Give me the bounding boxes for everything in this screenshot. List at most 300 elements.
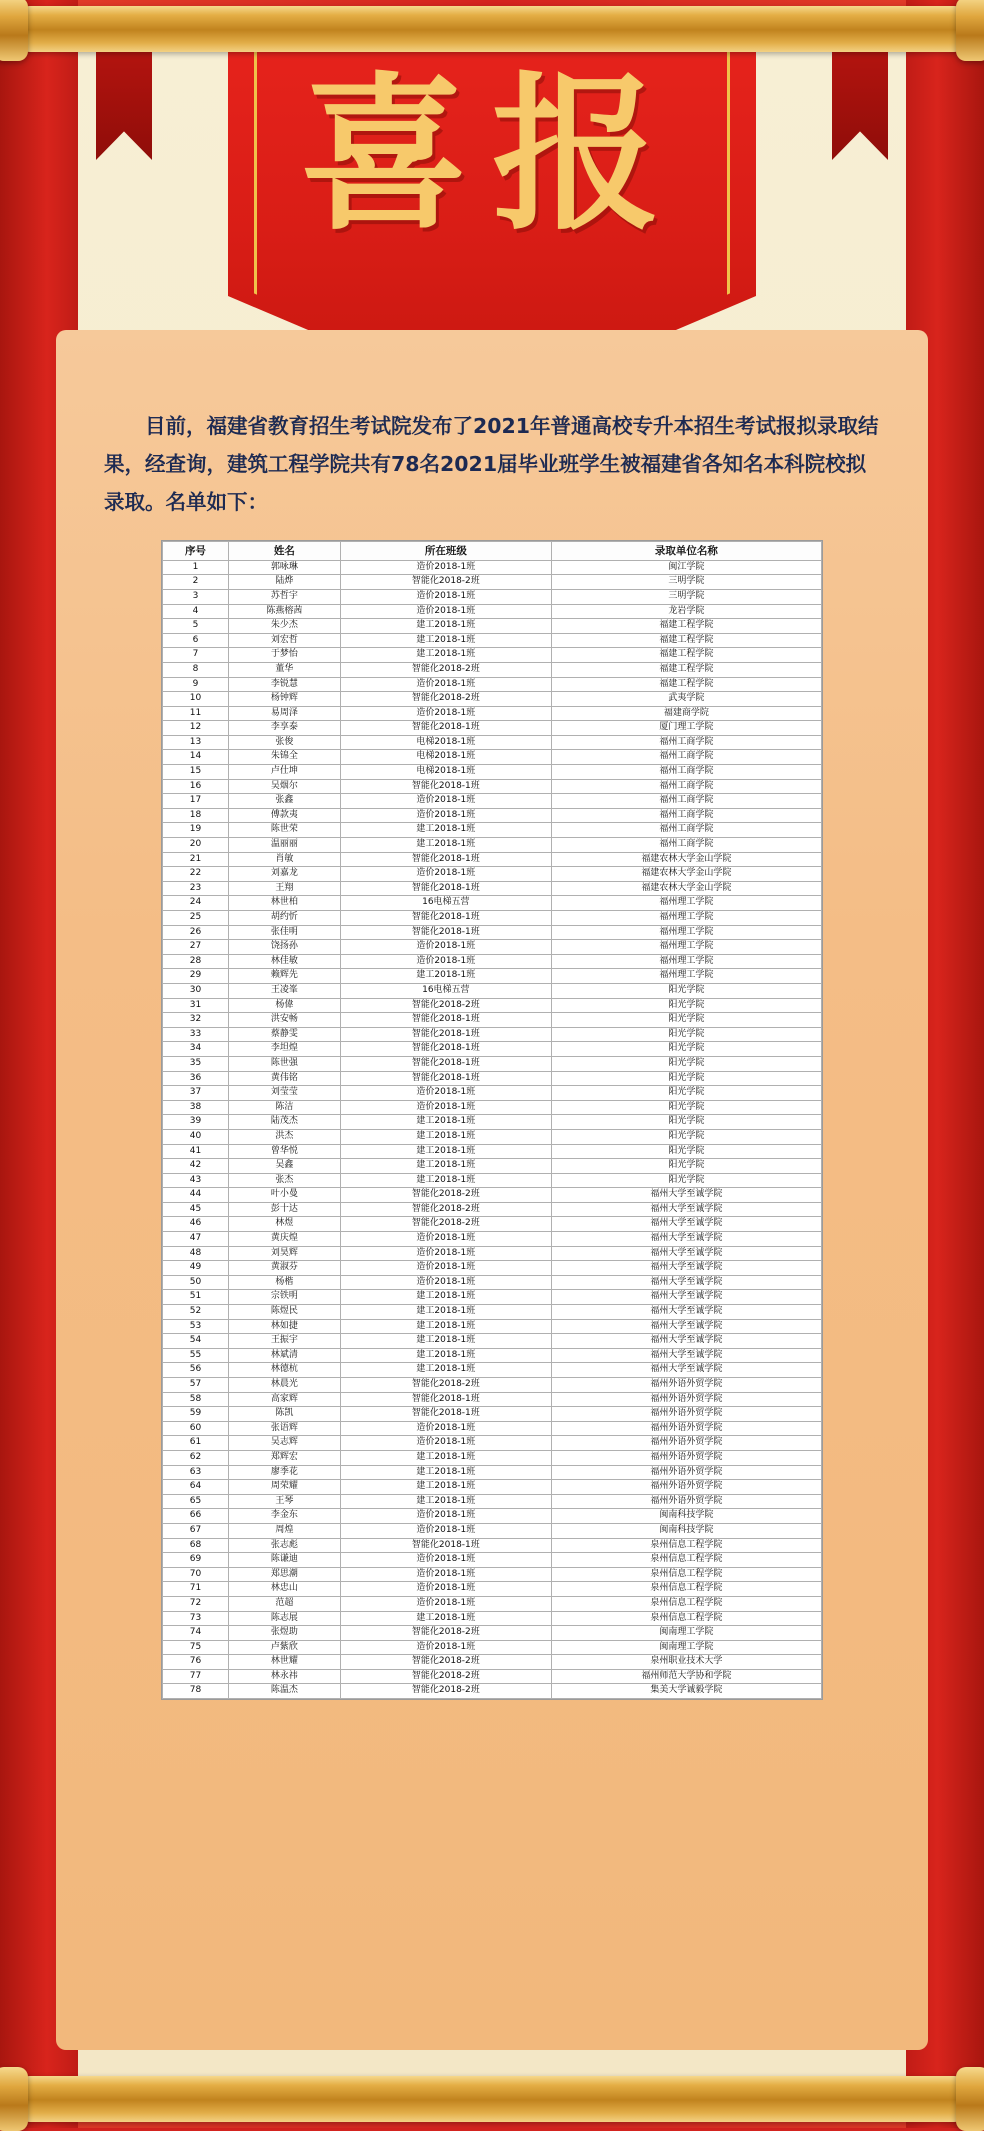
cell-class: 智能化2018-2班 [340, 692, 551, 707]
cell-class: 智能化2018-1班 [340, 779, 551, 794]
cell-university: 泉州信息工程学院 [551, 1553, 821, 1568]
table-row [163, 1144, 822, 1159]
cell-name: 陈洁 [228, 1100, 340, 1115]
cell-index: 50 [163, 1275, 229, 1290]
cell-class: 造价2018-1班 [340, 560, 551, 575]
page-title: 喜报 [300, 55, 684, 253]
cell-index: 76 [163, 1655, 229, 1670]
cell-class: 造价2018-1班 [340, 867, 551, 882]
cell-university: 闽江学院 [551, 560, 821, 575]
cell-name: 宗铁明 [228, 1290, 340, 1305]
cell-index: 73 [163, 1611, 229, 1626]
cell-name: 陈志展 [228, 1611, 340, 1626]
cell-index: 9 [163, 677, 229, 692]
table-row [163, 1523, 822, 1538]
cell-university: 三明学院 [551, 575, 821, 590]
cell-university: 闽南理工学院 [551, 1640, 821, 1655]
cell-index: 49 [163, 1261, 229, 1276]
cell-index: 1 [163, 560, 229, 575]
cell-index: 40 [163, 1129, 229, 1144]
cell-name: 张佳明 [228, 925, 340, 940]
cell-name: 张志彪 [228, 1538, 340, 1553]
cell-university: 福州大学至诚学院 [551, 1188, 821, 1203]
cell-name: 黄伟铭 [228, 1071, 340, 1086]
cell-index: 33 [163, 1027, 229, 1042]
cell-index: 66 [163, 1509, 229, 1524]
cell-index: 45 [163, 1202, 229, 1217]
cell-index: 7 [163, 648, 229, 663]
cell-index: 70 [163, 1567, 229, 1582]
cell-index: 14 [163, 750, 229, 765]
cell-index: 12 [163, 721, 229, 736]
cell-class: 智能化2018-1班 [340, 1056, 551, 1071]
cell-index: 78 [163, 1684, 229, 1699]
cell-name: 黄淑芬 [228, 1261, 340, 1276]
cell-class: 建工2018-1班 [340, 648, 551, 663]
cell-class: 电梯2018-1班 [340, 735, 551, 750]
cell-name: 刘嘉龙 [228, 867, 340, 882]
cell-name: 李享泰 [228, 721, 340, 736]
cell-class: 造价2018-1班 [340, 1421, 551, 1436]
cell-university: 福州师范大学协和学院 [551, 1669, 821, 1684]
cell-index: 4 [163, 604, 229, 619]
table-row [163, 1071, 822, 1086]
cell-university: 福州大学至诚学院 [551, 1275, 821, 1290]
cell-index: 38 [163, 1100, 229, 1115]
table-row [163, 1407, 822, 1422]
table-row [163, 1582, 822, 1597]
cell-name: 吴烟尔 [228, 779, 340, 794]
cell-university: 福州大学至诚学院 [551, 1217, 821, 1232]
cell-university: 武夷学院 [551, 692, 821, 707]
cell-index: 53 [163, 1319, 229, 1334]
cell-index: 62 [163, 1450, 229, 1465]
admission-table [162, 541, 822, 1699]
cell-university: 福州外语外贸学院 [551, 1421, 821, 1436]
cell-index: 52 [163, 1305, 229, 1320]
cell-class: 16电梯五营 [340, 896, 551, 911]
cell-university: 阳光学院 [551, 1159, 821, 1174]
table-row [163, 1013, 822, 1028]
cell-name: 林斌清 [228, 1348, 340, 1363]
cell-class: 建工2018-1班 [340, 969, 551, 984]
table-row [163, 1217, 822, 1232]
cell-university: 福建商学院 [551, 706, 821, 721]
cell-name: 廖季花 [228, 1465, 340, 1480]
table-row [163, 1465, 822, 1480]
cell-class: 智能化2018-1班 [340, 1392, 551, 1407]
cell-name: 蔡静雯 [228, 1027, 340, 1042]
cell-index: 39 [163, 1115, 229, 1130]
cell-name: 陆烨 [228, 575, 340, 590]
cell-name: 张鑫 [228, 794, 340, 809]
cell-index: 3 [163, 589, 229, 604]
cell-class: 建工2018-1班 [340, 1173, 551, 1188]
cell-class: 智能化2018-2班 [340, 1655, 551, 1670]
cell-university: 福建农林大学金山学院 [551, 881, 821, 896]
cell-university: 福州大学至诚学院 [551, 1334, 821, 1349]
cell-name: 吴鑫 [228, 1159, 340, 1174]
cell-university: 福州工商学院 [551, 794, 821, 809]
cell-name: 杨钟辉 [228, 692, 340, 707]
intro-paragraph: 目前，福建省教育招生考试院发布了2021年普通高校专升本招生考试报拟录取结果，经查询，建筑工程学院共有78名2021届毕业班学生被福建省各知名本科院校拟录取。名单如下： [104, 414, 879, 514]
table-row [163, 1538, 822, 1553]
cell-university: 福州大学至诚学院 [551, 1363, 821, 1378]
table-row [163, 677, 822, 692]
table-header-row [163, 541, 822, 560]
table-row [163, 1392, 822, 1407]
cell-index: 35 [163, 1056, 229, 1071]
table-row [163, 852, 822, 867]
cell-class: 造价2018-1班 [340, 1567, 551, 1582]
cell-name: 卢仕坤 [228, 765, 340, 780]
cell-index: 5 [163, 619, 229, 634]
cell-index: 74 [163, 1626, 229, 1641]
cell-class: 建工2018-1班 [340, 633, 551, 648]
cell-class: 智能化2018-1班 [340, 852, 551, 867]
roller-cap-bottom-left [0, 2067, 28, 2131]
cell-name: 林煜 [228, 1217, 340, 1232]
cell-name: 林德杭 [228, 1363, 340, 1378]
table-row [163, 1129, 822, 1144]
cell-university: 福州外语外贸学院 [551, 1465, 821, 1480]
cell-name: 卢紫欣 [228, 1640, 340, 1655]
cell-university: 福建工程学院 [551, 648, 821, 663]
cell-index: 11 [163, 706, 229, 721]
cell-class: 造价2018-1班 [340, 1232, 551, 1247]
cell-class: 造价2018-1班 [340, 808, 551, 823]
cell-university: 阳光学院 [551, 1027, 821, 1042]
cell-university: 福州工商学院 [551, 765, 821, 780]
cell-university: 福州外语外贸学院 [551, 1494, 821, 1509]
table-row [163, 881, 822, 896]
cell-university: 泉州信息工程学院 [551, 1611, 821, 1626]
cell-university: 福建工程学院 [551, 662, 821, 677]
cell-class: 智能化2018-1班 [340, 1407, 551, 1422]
cell-index: 28 [163, 954, 229, 969]
cell-class: 建工2018-1班 [340, 1363, 551, 1378]
table-row [163, 648, 822, 663]
cell-name: 陈世荣 [228, 823, 340, 838]
cell-name: 陈凯 [228, 1407, 340, 1422]
cell-university: 福州大学至诚学院 [551, 1305, 821, 1320]
table-row [163, 1305, 822, 1320]
table-row [163, 706, 822, 721]
table-row [163, 575, 822, 590]
cell-index: 77 [163, 1669, 229, 1684]
column-header-class: 所在班级 [340, 541, 551, 560]
cell-class: 电梯2018-1班 [340, 750, 551, 765]
table-row [163, 1480, 822, 1495]
cell-class: 建工2018-1班 [340, 1159, 551, 1174]
cell-class: 智能化2018-2班 [340, 575, 551, 590]
cell-university: 泉州信息工程学院 [551, 1538, 821, 1553]
cell-class: 造价2018-1班 [340, 1553, 551, 1568]
cell-university: 福建工程学院 [551, 633, 821, 648]
cell-class: 建工2018-1班 [340, 1450, 551, 1465]
cell-name: 杨偉 [228, 998, 340, 1013]
table-row [163, 1567, 822, 1582]
table-row [163, 1334, 822, 1349]
cell-index: 25 [163, 911, 229, 926]
cell-index: 46 [163, 1217, 229, 1232]
table-row [163, 1232, 822, 1247]
cell-name: 林忠山 [228, 1582, 340, 1597]
table-row [163, 560, 822, 575]
cell-index: 60 [163, 1421, 229, 1436]
cell-university: 福州理工学院 [551, 940, 821, 955]
cell-name: 张杰 [228, 1173, 340, 1188]
table-row [163, 1450, 822, 1465]
cell-class: 造价2018-1班 [340, 1436, 551, 1451]
cell-class: 建工2018-1班 [340, 619, 551, 634]
cell-index: 51 [163, 1290, 229, 1305]
cell-name: 林佳敏 [228, 954, 340, 969]
cell-name: 胡约忻 [228, 911, 340, 926]
cell-name: 陈世强 [228, 1056, 340, 1071]
cell-class: 建工2018-1班 [340, 1480, 551, 1495]
cell-index: 59 [163, 1407, 229, 1422]
cell-university: 阳光学院 [551, 1042, 821, 1057]
cell-class: 造价2018-1班 [340, 1509, 551, 1524]
table-row [163, 954, 822, 969]
table-row [163, 1290, 822, 1305]
cell-index: 72 [163, 1596, 229, 1611]
cell-name: 林如捷 [228, 1319, 340, 1334]
table-row [163, 1421, 822, 1436]
table-row [163, 1494, 822, 1509]
cell-class: 造价2018-1班 [340, 1523, 551, 1538]
cell-class: 建工2018-1班 [340, 1611, 551, 1626]
table-row [163, 721, 822, 736]
table-row [163, 1436, 822, 1451]
cell-class: 造价2018-1班 [340, 1100, 551, 1115]
cell-index: 32 [163, 1013, 229, 1028]
cell-name: 王凌峯 [228, 983, 340, 998]
cell-index: 10 [163, 692, 229, 707]
cell-university: 福州理工学院 [551, 954, 821, 969]
cell-class: 16电梯五营 [340, 983, 551, 998]
cell-name: 刘昊辉 [228, 1246, 340, 1261]
cell-class: 智能化2018-1班 [340, 925, 551, 940]
table-row [163, 1173, 822, 1188]
cell-university: 福州大学至诚学院 [551, 1232, 821, 1247]
table-row [163, 925, 822, 940]
cell-name: 朱锦全 [228, 750, 340, 765]
cell-class: 建工2018-1班 [340, 1144, 551, 1159]
table-row [163, 867, 822, 882]
cell-name: 肖敏 [228, 852, 340, 867]
cell-name: 周荣耀 [228, 1480, 340, 1495]
table-row [163, 692, 822, 707]
cell-class: 智能化2018-1班 [340, 1027, 551, 1042]
cell-index: 36 [163, 1071, 229, 1086]
table-row [163, 633, 822, 648]
cell-index: 17 [163, 794, 229, 809]
cell-university: 福州大学至诚学院 [551, 1319, 821, 1334]
cell-university: 泉州职业技术大学 [551, 1655, 821, 1670]
admission-table-body [163, 560, 822, 1698]
cell-index: 65 [163, 1494, 229, 1509]
table-row [163, 1626, 822, 1641]
cell-index: 75 [163, 1640, 229, 1655]
cell-name: 陈温杰 [228, 1684, 340, 1699]
table-row [163, 823, 822, 838]
cell-class: 智能化2018-2班 [340, 998, 551, 1013]
table-row [163, 1655, 822, 1670]
cell-class: 建工2018-1班 [340, 1348, 551, 1363]
cell-index: 55 [163, 1348, 229, 1363]
cell-index: 57 [163, 1378, 229, 1393]
cell-class: 智能化2018-1班 [340, 1538, 551, 1553]
cell-university: 福州大学至诚学院 [551, 1202, 821, 1217]
cell-name: 张语辉 [228, 1421, 340, 1436]
table-row [163, 735, 822, 750]
cell-university: 福州大学至诚学院 [551, 1290, 821, 1305]
cell-class: 建工2018-1班 [340, 838, 551, 853]
table-row [163, 1115, 822, 1130]
cell-class: 智能化2018-2班 [340, 1626, 551, 1641]
cell-university: 阳光学院 [551, 1100, 821, 1115]
cell-name: 林永祎 [228, 1669, 340, 1684]
cell-university: 阳光学院 [551, 1013, 821, 1028]
cell-university: 阳光学院 [551, 1086, 821, 1101]
cell-university: 阳光学院 [551, 1129, 821, 1144]
column-header-university: 录取单位名称 [551, 541, 821, 560]
table-row [163, 1100, 822, 1115]
cell-name: 高家辉 [228, 1392, 340, 1407]
cell-index: 6 [163, 633, 229, 648]
cell-university: 三明学院 [551, 589, 821, 604]
table-row [163, 998, 822, 1013]
cell-university: 龙岩学院 [551, 604, 821, 619]
cell-university: 闽南理工学院 [551, 1626, 821, 1641]
cell-university: 福州工商学院 [551, 838, 821, 853]
table-row [163, 619, 822, 634]
cell-class: 建工2018-1班 [340, 823, 551, 838]
cell-class: 建工2018-1班 [340, 1305, 551, 1320]
cell-university: 福州理工学院 [551, 896, 821, 911]
cell-university: 福州工商学院 [551, 735, 821, 750]
cell-university: 福州外语外贸学院 [551, 1436, 821, 1451]
cell-name: 于梦怡 [228, 648, 340, 663]
cell-class: 造价2018-1班 [340, 954, 551, 969]
column-header-name: 姓名 [228, 541, 340, 560]
column-header-index: 序号 [163, 541, 229, 560]
cell-class: 智能化2018-1班 [340, 721, 551, 736]
cell-name: 张煜助 [228, 1626, 340, 1641]
table-row [163, 750, 822, 765]
cell-name: 刘宏哲 [228, 633, 340, 648]
cell-university: 福州外语外贸学院 [551, 1407, 821, 1422]
cell-index: 20 [163, 838, 229, 853]
cell-name: 叶小曼 [228, 1188, 340, 1203]
cell-name: 苏哲宇 [228, 589, 340, 604]
cell-name: 陈燕榕茜 [228, 604, 340, 619]
cell-university: 福州外语外贸学院 [551, 1378, 821, 1393]
table-row [163, 1319, 822, 1334]
table-row [163, 794, 822, 809]
cell-university: 福州大学至诚学院 [551, 1348, 821, 1363]
cell-university: 阳光学院 [551, 1115, 821, 1130]
table-row [163, 911, 822, 926]
cell-university: 泉州信息工程学院 [551, 1567, 821, 1582]
cell-university: 福州工商学院 [551, 808, 821, 823]
cell-name: 洪杰 [228, 1129, 340, 1144]
table-row [163, 1261, 822, 1276]
cell-class: 造价2018-1班 [340, 589, 551, 604]
cell-index: 18 [163, 808, 229, 823]
cell-class: 智能化2018-2班 [340, 1669, 551, 1684]
cell-class: 智能化2018-2班 [340, 1202, 551, 1217]
cell-name: 温丽丽 [228, 838, 340, 853]
cell-index: 61 [163, 1436, 229, 1451]
cell-index: 47 [163, 1232, 229, 1247]
cell-index: 71 [163, 1582, 229, 1597]
cell-index: 64 [163, 1480, 229, 1495]
cell-class: 造价2018-1班 [340, 1086, 551, 1101]
cell-class: 电梯2018-1班 [340, 765, 551, 780]
cell-class: 造价2018-1班 [340, 677, 551, 692]
cell-name: 董华 [228, 662, 340, 677]
cell-name: 杨楷 [228, 1275, 340, 1290]
cell-index: 8 [163, 662, 229, 677]
table-row [163, 1086, 822, 1101]
table-row [163, 1553, 822, 1568]
cell-index: 23 [163, 881, 229, 896]
cell-class: 智能化2018-1班 [340, 911, 551, 926]
admission-table-wrapper [161, 540, 823, 1700]
cell-university: 厦门理工学院 [551, 721, 821, 736]
cell-name: 饶扬孙 [228, 940, 340, 955]
cell-index: 63 [163, 1465, 229, 1480]
cell-class: 造价2018-1班 [340, 706, 551, 721]
table-row [163, 1640, 822, 1655]
cell-class: 智能化2018-1班 [340, 881, 551, 896]
table-row [163, 969, 822, 984]
cell-university: 闽南科技学院 [551, 1523, 821, 1538]
cell-name: 彭十达 [228, 1202, 340, 1217]
cell-class: 智能化2018-2班 [340, 1188, 551, 1203]
cell-class: 造价2018-1班 [340, 1596, 551, 1611]
cell-index: 43 [163, 1173, 229, 1188]
content-card [56, 330, 928, 2050]
cell-class: 建工2018-1班 [340, 1319, 551, 1334]
table-row [163, 1027, 822, 1042]
table-row [163, 1684, 822, 1699]
table-row [163, 589, 822, 604]
cell-name: 黄庆煌 [228, 1232, 340, 1247]
cell-university: 集美大学诚毅学院 [551, 1684, 821, 1699]
table-row [163, 1056, 822, 1071]
cell-class: 建工2018-1班 [340, 1494, 551, 1509]
cell-class: 造价2018-1班 [340, 604, 551, 619]
cell-class: 造价2018-1班 [340, 1275, 551, 1290]
cell-name: 李金东 [228, 1509, 340, 1524]
table-row [163, 1669, 822, 1684]
cell-index: 58 [163, 1392, 229, 1407]
table-row [163, 779, 822, 794]
cell-index: 42 [163, 1159, 229, 1174]
cell-class: 造价2018-1班 [340, 1261, 551, 1276]
cell-university: 阳光学院 [551, 998, 821, 1013]
cell-index: 24 [163, 896, 229, 911]
cell-university: 福建农林大学金山学院 [551, 867, 821, 882]
cell-index: 29 [163, 969, 229, 984]
cell-name: 范超 [228, 1596, 340, 1611]
table-row [163, 1159, 822, 1174]
cell-index: 27 [163, 940, 229, 955]
